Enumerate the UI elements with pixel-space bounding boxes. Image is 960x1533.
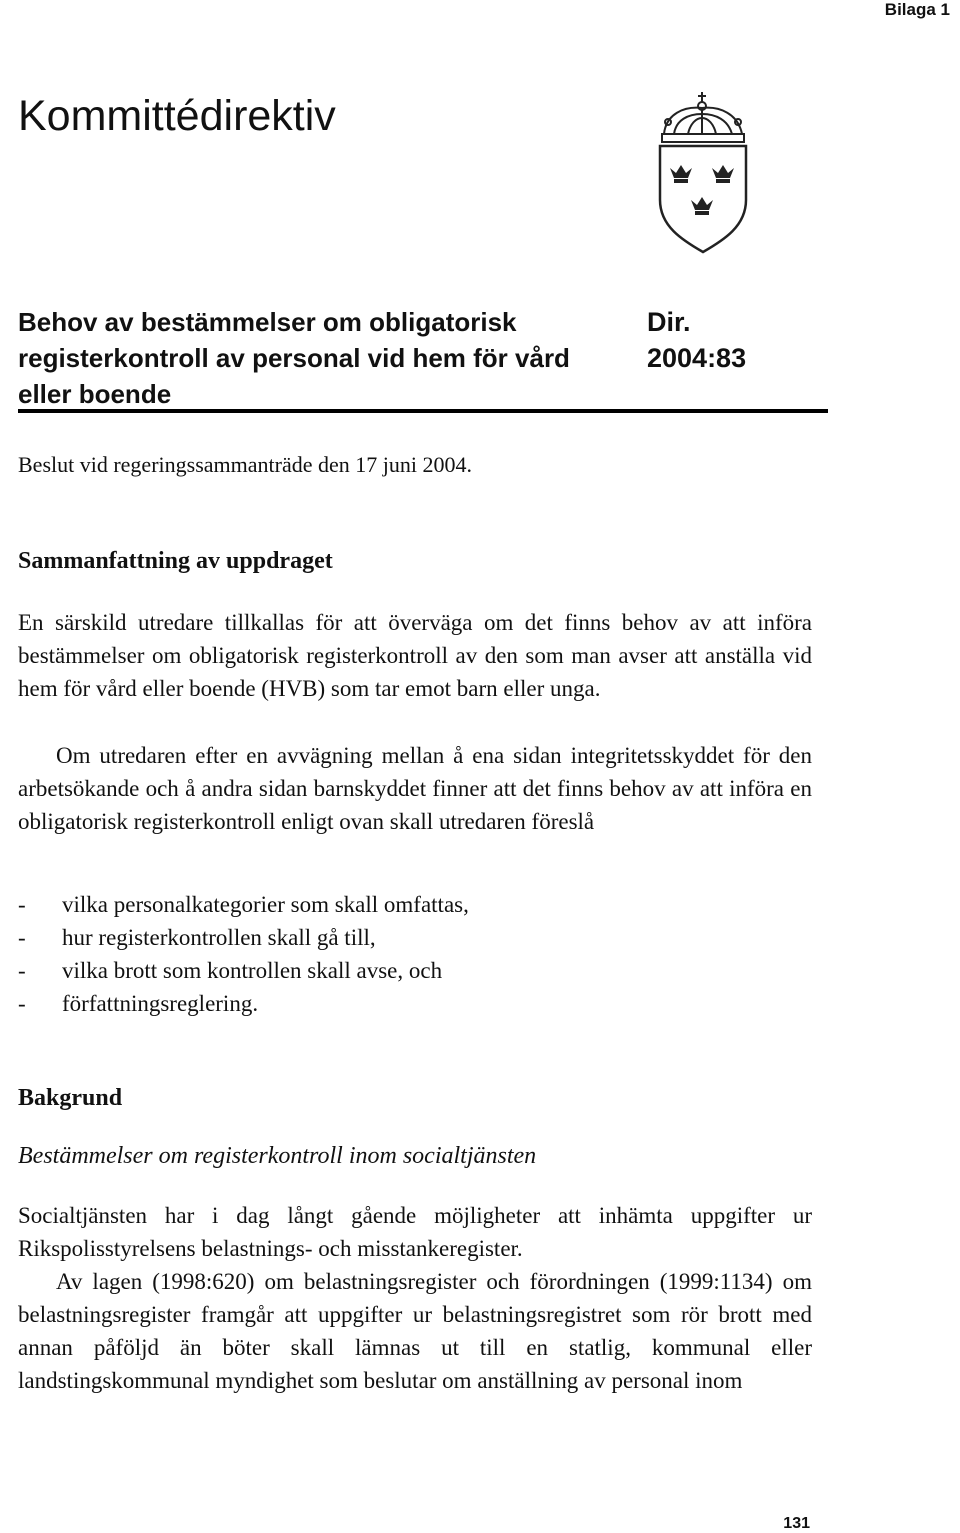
list-item [18, 888, 812, 921]
background-subheading: Bestämmelser om registerkontroll inom socialtjänsten [18, 1143, 537, 1169]
bullet-marker: - [18, 892, 26, 917]
bullet-marker: - [18, 925, 26, 950]
summary-paragraph-1: En särskild utredare tillkallas för att överväga om det finns behov av att införa bestämmelser om obligatorisk registerkontroll av den som man avser att anställa vid hem för vård eller boende (HVB) som tar emot barn eller unga. [18, 610, 812, 701]
appendix-label: Bilaga 1 [884, 0, 950, 19]
coat-of-arms-icon [654, 88, 752, 258]
decision-line: Beslut vid regeringssammanträde den 17 juni 2004. [18, 452, 472, 477]
list-item-text: vilka personalkategorier som skall omfattas, [62, 892, 469, 917]
list-item [18, 921, 812, 954]
bullet-marker: - [18, 991, 26, 1016]
dir-number: 2004:83 [647, 343, 747, 373]
background-paragraph-2: Av lagen (1998:620) om belastningsregister och förordningen (1999:1134) om belastningsregister framgår att uppgifter ur belastningsregistret som rör brott med annan påföljd än böter skall lämnas ut till en statlig, kommunal eller landstingskommunal myndighet som beslutar om anställning av personal inom [18, 1269, 812, 1393]
proposal-list [18, 888, 812, 1020]
list-item [18, 987, 812, 1020]
summary-heading: Sammanfattning av uppdraget [18, 548, 333, 574]
document-type-heading: Kommittédirektiv [18, 92, 336, 140]
background-heading: Bakgrund [18, 1085, 123, 1111]
list-item-text: vilka brott som kontrollen skall avse, och [62, 958, 443, 983]
list-item [18, 954, 812, 987]
directive-title: Behov av bestämmelser om obligatorisk registerkontroll av personal vid hem för vård eller boende [18, 307, 570, 409]
directive-number-block [647, 304, 746, 376]
summary-paragraph-2: Om utredaren efter en avvägning mellan å ena sidan integritetsskyddet för den arbetsökande och å andra sidan barnskyddet finner att det finns behov av att införa en obligatorisk registerkontroll enligt ovan skall utredaren föreslå [18, 743, 812, 834]
bullet-marker: - [18, 958, 26, 983]
dir-label: Dir. [647, 307, 691, 337]
list-item-text: hur registerkontrollen skall gå till, [62, 925, 376, 950]
page-number: 131 [783, 1515, 810, 1532]
background-paragraph-1: Socialtjänsten har i dag långt gående möjligheter att inhämta uppgifter ur Rikspolisstyrelsens belastnings- och misstankeregister. [18, 1203, 812, 1261]
list-item-text: författningsreglering. [62, 991, 259, 1016]
title-divider [18, 409, 828, 413]
